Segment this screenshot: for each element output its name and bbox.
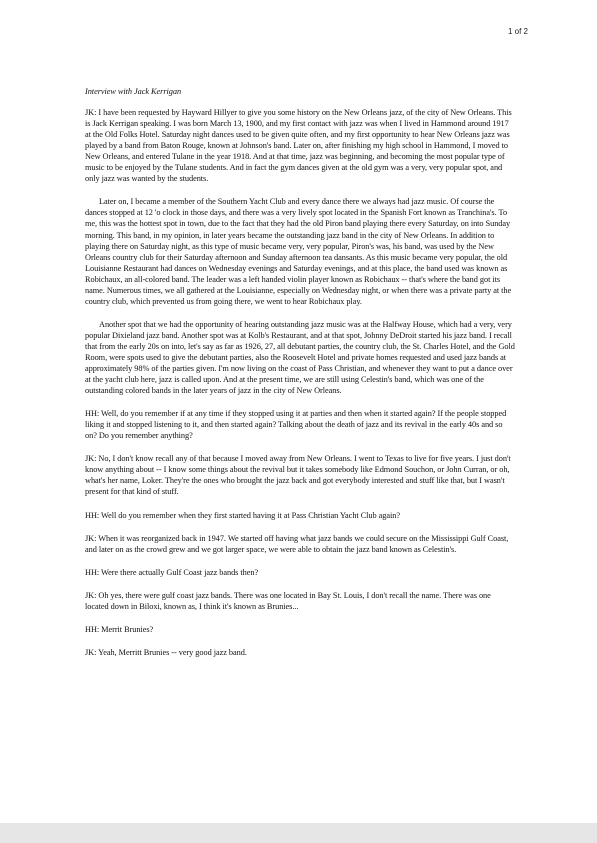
paragraph-4: HH: Well, do you remember if at any time if they stopped using it at parties and then when it started again? If the people stopped liking it and stopped listening to it, and then started again? Talking about the death of jazz and its revival in the early 40s and so on? Do you remember anything? <box>85 409 507 441</box>
page-number: 1 of 2 <box>507 27 528 36</box>
paragraph-7: JK: When it was reorganized back in 1947. We started off having what jazz bands we could secure on the Mississippi Gulf Coast, and later on as the crowd grew and we got larger space, we were able to obtain the jazz band known as Celestin's. <box>85 533 509 554</box>
paragraph-11: JK: Yeah, Merritt Brunies -- very good jazz band. <box>85 647 247 657</box>
paragraph-2: Later on, I became a member of the Southern Yacht Club and every dance there we always had jazz music. Of course the dances stopped at 12 'o clock in those days, and there was a very lively spot located in the Spanish Fort known as Tranchina's. To me, this was the hottest spot in town, due to the fact that they had the old Piron band playing there every Saturday, on into Sunday morning. This band, in my opinion, in later years became the outstanding jazz band in the city of New Orleans. In addition to playing there on Saturday night, as this type of music became very, very popular, Piron's was, his band, was used by the New Orleans country club for their Saturday afternoon and Sunday afternoon tea dansants. As this music became very popular, the old Louisianne Restaurant had dances on Wednesday evenings and Saturday evenings, and at this place, the band used was known as Robichaux, an all-colored band. The leader was a left handed violin player known as Robichaux -- that's where the band got its name. Numerous times, we all gathered at the Louisianne, especially on Wednesday night, or when there was a private party at the country club, which prevented us from going there, we went to hear Robichaux play. <box>85 197 512 306</box>
document-title: Interview with Jack Kerrigan <box>85 87 182 96</box>
paragraph-5: JK: No, I don't know recall any of that because I moved away from New Orleans. I went to Texas to live for five years. I just don't know anything about -- I know some things about the revival but it takes somebody like Edmond Souchon, or John Curran, or oh, what's her name, Loker. They're the ones who brought the jazz back and got everybody interested and stuff like that, but I wasn't present for that kind of stuff. <box>85 454 511 497</box>
paragraph-1: JK: I have been requested by Hayward Hillyer to give you some history on the New Orleans jazz, of the city of New Orleans. This is Jack Kerrigan speaking. I was born March 13, 1900, and my first contact with jazz was when I lived in Hammond around 1917 at the Old Folks Hotel. Saturday night dances used to be given quite often, and my first opportunity to hear New Orleans jazz was played by a band from Baton Rouge, known at Johnson's band. Later on, after finishing my high school in Hammond, I moved to New Orleans, and entered Tulane in the year 1918. And at that time, jazz was beginning, and becoming the most popular type of music to be enjoyed by the Tulane students. And in fact the gym dances given at the old gym was a very, very popular spot, and only jazz was wanted by the students. <box>85 108 512 184</box>
paragraph-8: HH: Were there actually Gulf Coast jazz bands then? <box>85 567 259 577</box>
document-body <box>85 86 515 670</box>
paragraph-6: HH: Well do you remember when they first started having it at Pass Christian Yacht Club again? <box>85 510 401 520</box>
paragraph-9: JK: Oh yes, there were gulf coast jazz bands. There was one located in Bay St. Louis, I don't recall the name. There was one located down in Biloxi, known as, I think it's known as Brunies... <box>85 590 491 611</box>
paragraph-3: Another spot that we had the opportunity of hearing outstanding jazz music was at the Halfway House, which had a very, very popular Dixieland jazz band. Another spot was at Kolb's Restaurant, and at that spot, Johnny DeDroit started his jazz band. I recall that from the early 20s on into, let's say as far as 1926, 27, all debutant parties, the country club, the St. Charles Hotel, and the Gold Room, were spots used to give the debutant parties, also the Roosevelt Hotel and private homes requested and used jazz bands at approximately 98% of the parties given. I'm now living on the coast of Pass Christian, and whenever they want to put a dance over at the yacht club here, jazz is called upon. And at the present time, we are still using Celestin's band, which was one of the outstanding colored bands in the later years of jazz in the city of New Orleans. <box>85 319 515 396</box>
page-gap <box>0 823 597 843</box>
paragraph-10: HH: Merrit Brunies? <box>85 624 154 634</box>
